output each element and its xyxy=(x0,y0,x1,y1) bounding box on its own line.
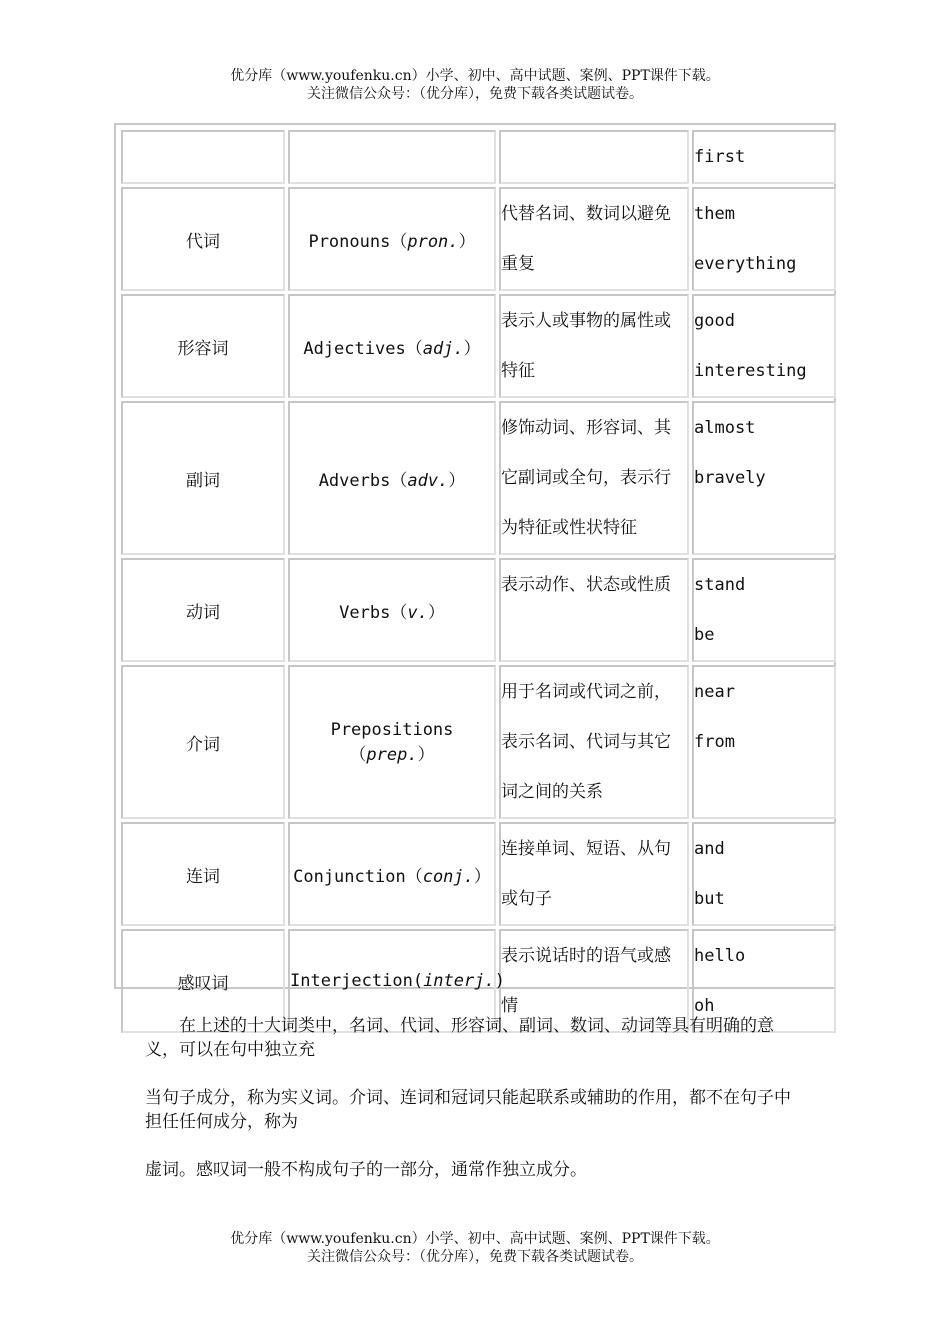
example-line: but xyxy=(694,889,725,909)
definition-line: 情 xyxy=(501,996,518,1016)
paragraph-3: 虚词。感叹词一般不构成句子的一部分，通常作独立成分。 xyxy=(145,1160,587,1180)
definition-line: 为特征或性状特征 xyxy=(501,518,637,538)
example-line: and xyxy=(694,839,725,859)
cell-examples xyxy=(692,294,836,398)
definition-line: 表示名词、代词与其它 xyxy=(501,732,671,752)
example-line: first xyxy=(694,147,746,167)
cell-definition xyxy=(499,665,689,819)
definition-line: 表示说话时的语气或感 xyxy=(501,946,671,966)
definition-line: 连接单词、短语、从句 xyxy=(501,839,671,859)
english-name: Adverbs（ xyxy=(318,470,408,491)
chinese-name: 感叹词 xyxy=(177,973,229,994)
cell-english-name xyxy=(288,665,496,819)
example-line: near xyxy=(694,682,735,702)
abbreviation: conj. xyxy=(422,866,474,887)
definition-line: 重复 xyxy=(501,254,535,274)
cell-chinese-name xyxy=(121,401,285,555)
cell-examples xyxy=(692,401,836,555)
cell-examples xyxy=(692,822,836,926)
definition-line: 特征 xyxy=(501,361,535,381)
definition-line: 表示人或事物的属性或 xyxy=(501,311,671,331)
chinese-name: 副词 xyxy=(186,470,220,491)
cell-definition xyxy=(499,294,689,398)
chinese-name: 连词 xyxy=(186,866,220,887)
cell-english-name xyxy=(288,822,496,926)
cell-chinese-name xyxy=(121,665,285,819)
definition-line: 或句子 xyxy=(501,889,552,909)
example-line: hello xyxy=(694,946,746,966)
table-row xyxy=(121,558,836,662)
table-row xyxy=(121,665,836,819)
close-paren: ） xyxy=(458,231,476,252)
example-line: from xyxy=(694,732,735,752)
cell-english-name xyxy=(288,558,496,662)
cell-english-name xyxy=(288,294,496,398)
footer-line-2: 关注微信公众号：（优分库），免费下载各类试题试卷。 xyxy=(307,1249,643,1265)
cell-chinese-name xyxy=(121,822,285,926)
table-row xyxy=(121,187,836,291)
footer-line-1: 优分库（www.youfenku.cn）小学、初中、高中试题、案例、PPT课件下载。 xyxy=(230,1231,720,1247)
table-row xyxy=(121,294,836,398)
paragraph-1: 在上述的十大词类中，名词、代词、形容词、副词、数词、动词等具有明确的意义，可以在句中独立充 xyxy=(145,1016,774,1060)
example-line: them xyxy=(694,204,735,224)
example-line: be xyxy=(694,625,715,645)
cell-definition xyxy=(499,822,689,926)
abbreviation: adj. xyxy=(422,338,464,359)
page-header xyxy=(0,67,950,103)
example-line: oh xyxy=(694,996,715,1016)
cell-definition xyxy=(499,558,689,662)
close-paren: ） xyxy=(473,866,491,887)
table-row xyxy=(121,130,836,184)
example-line: almost xyxy=(694,418,756,438)
table xyxy=(118,127,839,1036)
cell-english-name xyxy=(288,401,496,555)
cell-examples xyxy=(692,558,836,662)
english-name: Conjunction（ xyxy=(293,866,423,887)
definition-line: 代替名词、数词以避免 xyxy=(501,204,671,224)
cell-chinese-name xyxy=(121,187,285,291)
example-line: stand xyxy=(694,575,746,595)
cell-chinese-name xyxy=(121,294,285,398)
example-line: bravely xyxy=(694,468,766,488)
chinese-name: 代词 xyxy=(186,231,220,252)
parts-of-speech-table xyxy=(114,123,836,1016)
abbreviation: v. xyxy=(407,602,428,623)
abbreviation: prep. xyxy=(366,744,418,765)
header-line-2: 关注微信公众号：（优分库），免费下载各类试题试卷。 xyxy=(307,86,643,102)
cell-definition xyxy=(499,401,689,555)
english-name: Adjectives（ xyxy=(303,338,423,359)
chinese-name: 形容词 xyxy=(177,338,229,359)
cell-definition xyxy=(499,130,689,184)
cell-chinese-name xyxy=(121,558,285,662)
definition-line: 它副词或全句，表示行 xyxy=(501,468,671,488)
close-paren: ） xyxy=(417,744,435,765)
example-line: everything xyxy=(694,254,797,274)
cell-examples xyxy=(692,130,836,184)
table-row xyxy=(121,401,836,555)
cell-english-name xyxy=(288,187,496,291)
abbreviation: pron. xyxy=(407,231,459,252)
definition-line: 用于名词或代词之前， xyxy=(501,682,671,702)
close-paren: ) xyxy=(494,971,505,991)
cell-examples xyxy=(692,665,836,819)
page-footer xyxy=(0,1230,950,1266)
example-line: interesting xyxy=(694,361,807,381)
abbreviation: interj. xyxy=(423,971,495,991)
definition-line: 词之间的关系 xyxy=(501,782,603,802)
close-paren: ） xyxy=(448,470,466,491)
english-name: Prepositions（ xyxy=(330,719,454,765)
chinese-name: 动词 xyxy=(186,602,220,623)
chinese-name: 介词 xyxy=(186,734,220,755)
example-line: good xyxy=(694,311,735,331)
cell-chinese-name xyxy=(121,130,285,184)
english-name: Pronouns（ xyxy=(308,231,408,252)
cell-examples xyxy=(692,187,836,291)
abbreviation: adv. xyxy=(407,470,449,491)
cell-definition xyxy=(499,187,689,291)
table-row xyxy=(121,822,836,926)
header-line-1: 优分库（www.youfenku.cn）小学、初中、高中试题、案例、PPT课件下载。 xyxy=(230,68,720,84)
close-paren: ） xyxy=(463,338,481,359)
definition-line: 表示动作、状态或性质 xyxy=(501,575,671,595)
cell-english-name xyxy=(288,130,496,184)
close-paren: ） xyxy=(427,602,445,623)
english-name: Interjection( xyxy=(290,971,424,991)
definition-line: 修饰动词、形容词、其 xyxy=(501,418,671,438)
english-name: Verbs（ xyxy=(339,602,408,623)
paragraph-2: 当句子成分，称为实义词。介词、连词和冠词只能起联系或辅助的作用，都不在句子中担任任何成分，称为 xyxy=(145,1088,791,1132)
